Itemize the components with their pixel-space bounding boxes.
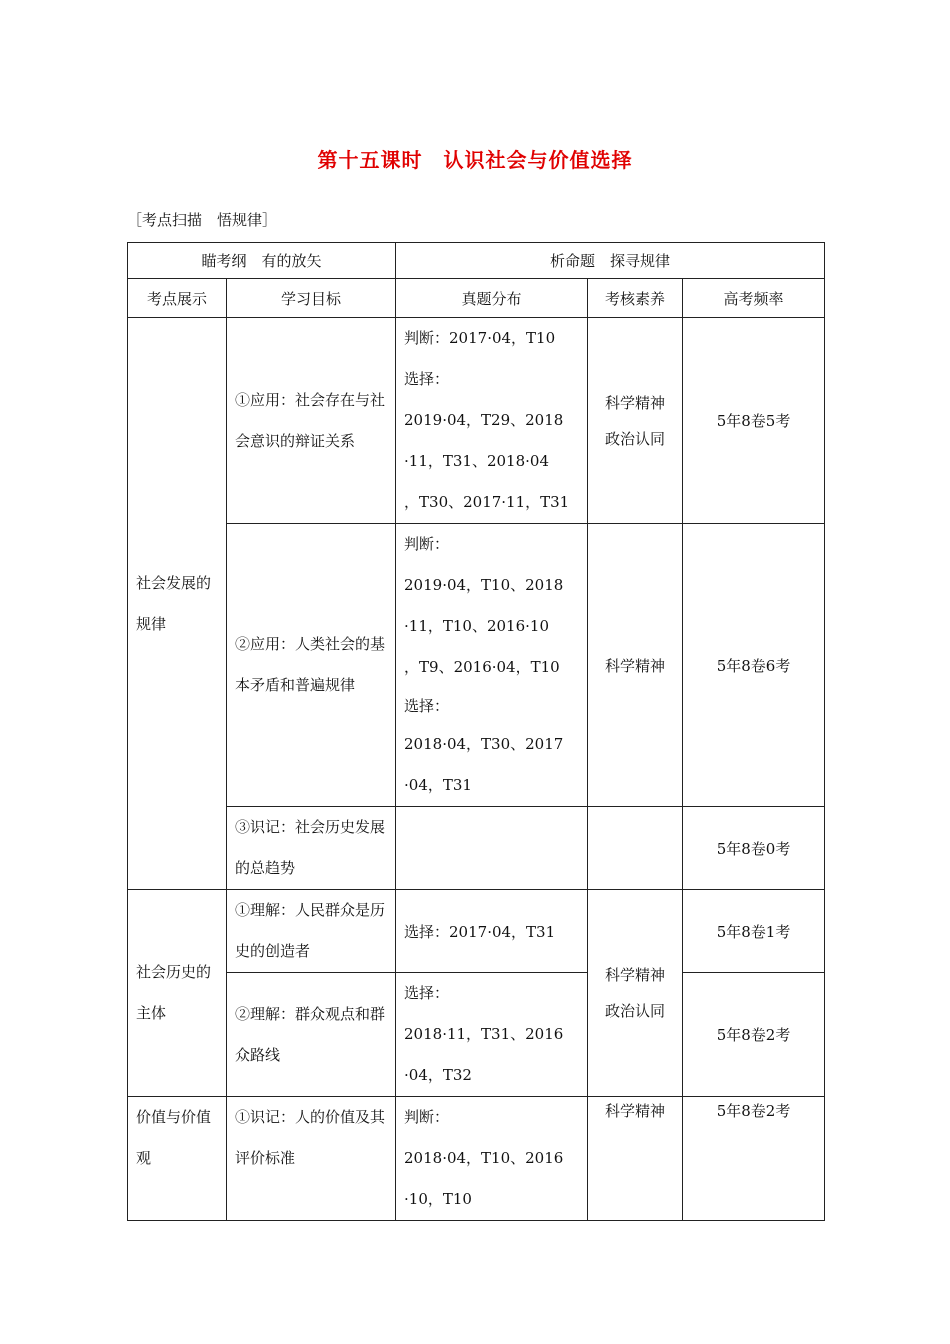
distribution-cell <box>396 973 588 1097</box>
distribution-line: ·04，T32 <box>404 1066 472 1084</box>
exam-table <box>127 242 825 1221</box>
literacy-cell <box>588 1097 683 1221</box>
distribution-line: 2019·04，T29、2018 <box>404 411 564 429</box>
literacy-line: 政治认同 <box>605 1002 666 1020</box>
literacy-cell <box>588 524 683 807</box>
literacy-cell <box>588 890 683 1097</box>
distribution-cell <box>396 524 588 807</box>
page-title: 第十五课时 认识社会与价值选择 <box>317 148 633 172</box>
distribution-cell <box>396 807 588 890</box>
distribution-cell <box>396 890 588 973</box>
frequency-cell: 5年8卷0考 <box>683 807 825 890</box>
distribution-line: ·11，T10、2016·10 <box>404 617 549 635</box>
distribution-line: 选择： <box>404 370 450 388</box>
literacy-line: 科学精神 <box>605 966 666 984</box>
goal-cell: ②应用：人类社会的基本矛盾和普遍规律 <box>227 524 396 807</box>
distribution-line: 2018·11，T31、2016 <box>404 1025 564 1043</box>
distribution-line: ，T9、2016·04，T10 <box>404 658 560 676</box>
frequency-cell: 5年8卷5考 <box>683 318 825 524</box>
topic-cell: 社会发展的规律 <box>128 318 227 890</box>
table-row <box>128 318 825 524</box>
distribution-line: ·04，T31 <box>404 776 472 794</box>
group-header-syllabus: 瞄考纲 有的放矢 <box>128 243 396 279</box>
distribution-line: ·10，T10 <box>404 1190 472 1208</box>
literacy-cell <box>588 807 683 890</box>
distribution-line: 选择： <box>404 697 450 715</box>
table-row <box>128 1097 825 1221</box>
table-row <box>128 890 825 973</box>
table-row <box>128 807 825 890</box>
group-header-row <box>128 243 825 279</box>
section-label: ［考点扫描 悟规律］ <box>127 211 278 229</box>
col-header-frequency: 高考频率 <box>683 279 825 318</box>
frequency-cell: 5年8卷2考 <box>683 1097 825 1221</box>
col-header-topic: 考点展示 <box>128 279 227 318</box>
distribution-line: 2019·04，T10、2018 <box>404 576 564 594</box>
distribution-line: 判断： <box>404 535 450 553</box>
distribution-line: 2018·04，T10、2016 <box>404 1149 564 1167</box>
col-header-distribution: 真题分布 <box>396 279 588 318</box>
distribution-line: 选择：2017·04，T31 <box>404 922 556 941</box>
col-header-literacy: 考核素养 <box>588 279 683 318</box>
distribution-cell <box>396 318 588 524</box>
goal-cell: ③识记：社会历史发展的总趋势 <box>227 807 396 890</box>
distribution-line: 判断：2017·04，T10 <box>404 329 556 347</box>
distribution-line: ·11，T31、2018·04 <box>404 452 549 470</box>
table-row <box>128 973 825 1097</box>
column-header-row <box>128 279 825 318</box>
table-row <box>128 524 825 807</box>
group-header-analysis: 析命题 探寻规律 <box>396 243 825 279</box>
distribution-line: 选择： <box>404 984 450 1002</box>
distribution-line: ，T30、2017·11，T31 <box>404 493 570 511</box>
frequency-cell: 5年8卷6考 <box>683 524 825 807</box>
distribution-line: 2018·04，T30、2017 <box>404 735 564 753</box>
col-header-goal: 学习目标 <box>227 279 396 318</box>
topic-cell: 社会历史的主体 <box>128 890 227 1097</box>
distribution-line: 判断： <box>404 1108 450 1126</box>
frequency-cell: 5年8卷2考 <box>683 973 825 1097</box>
literacy-cell <box>588 318 683 524</box>
goal-cell: ①识记：人的价值及其评价标准 <box>227 1097 396 1221</box>
topic-cell: 价值与价值观 <box>128 1097 227 1221</box>
goal-cell: ②理解：群众观点和群众路线 <box>227 973 396 1097</box>
literacy-line: 科学精神 <box>605 656 666 675</box>
literacy-line: 科学精神 <box>605 393 666 412</box>
literacy-line: 科学精神 <box>605 1102 666 1120</box>
goal-cell: ①理解：人民群众是历史的创造者 <box>227 890 396 973</box>
literacy-line: 政治认同 <box>605 429 666 448</box>
frequency-cell: 5年8卷1考 <box>683 890 825 973</box>
goal-cell: ①应用：社会存在与社会意识的辩证关系 <box>227 318 396 524</box>
distribution-cell <box>396 1097 588 1221</box>
